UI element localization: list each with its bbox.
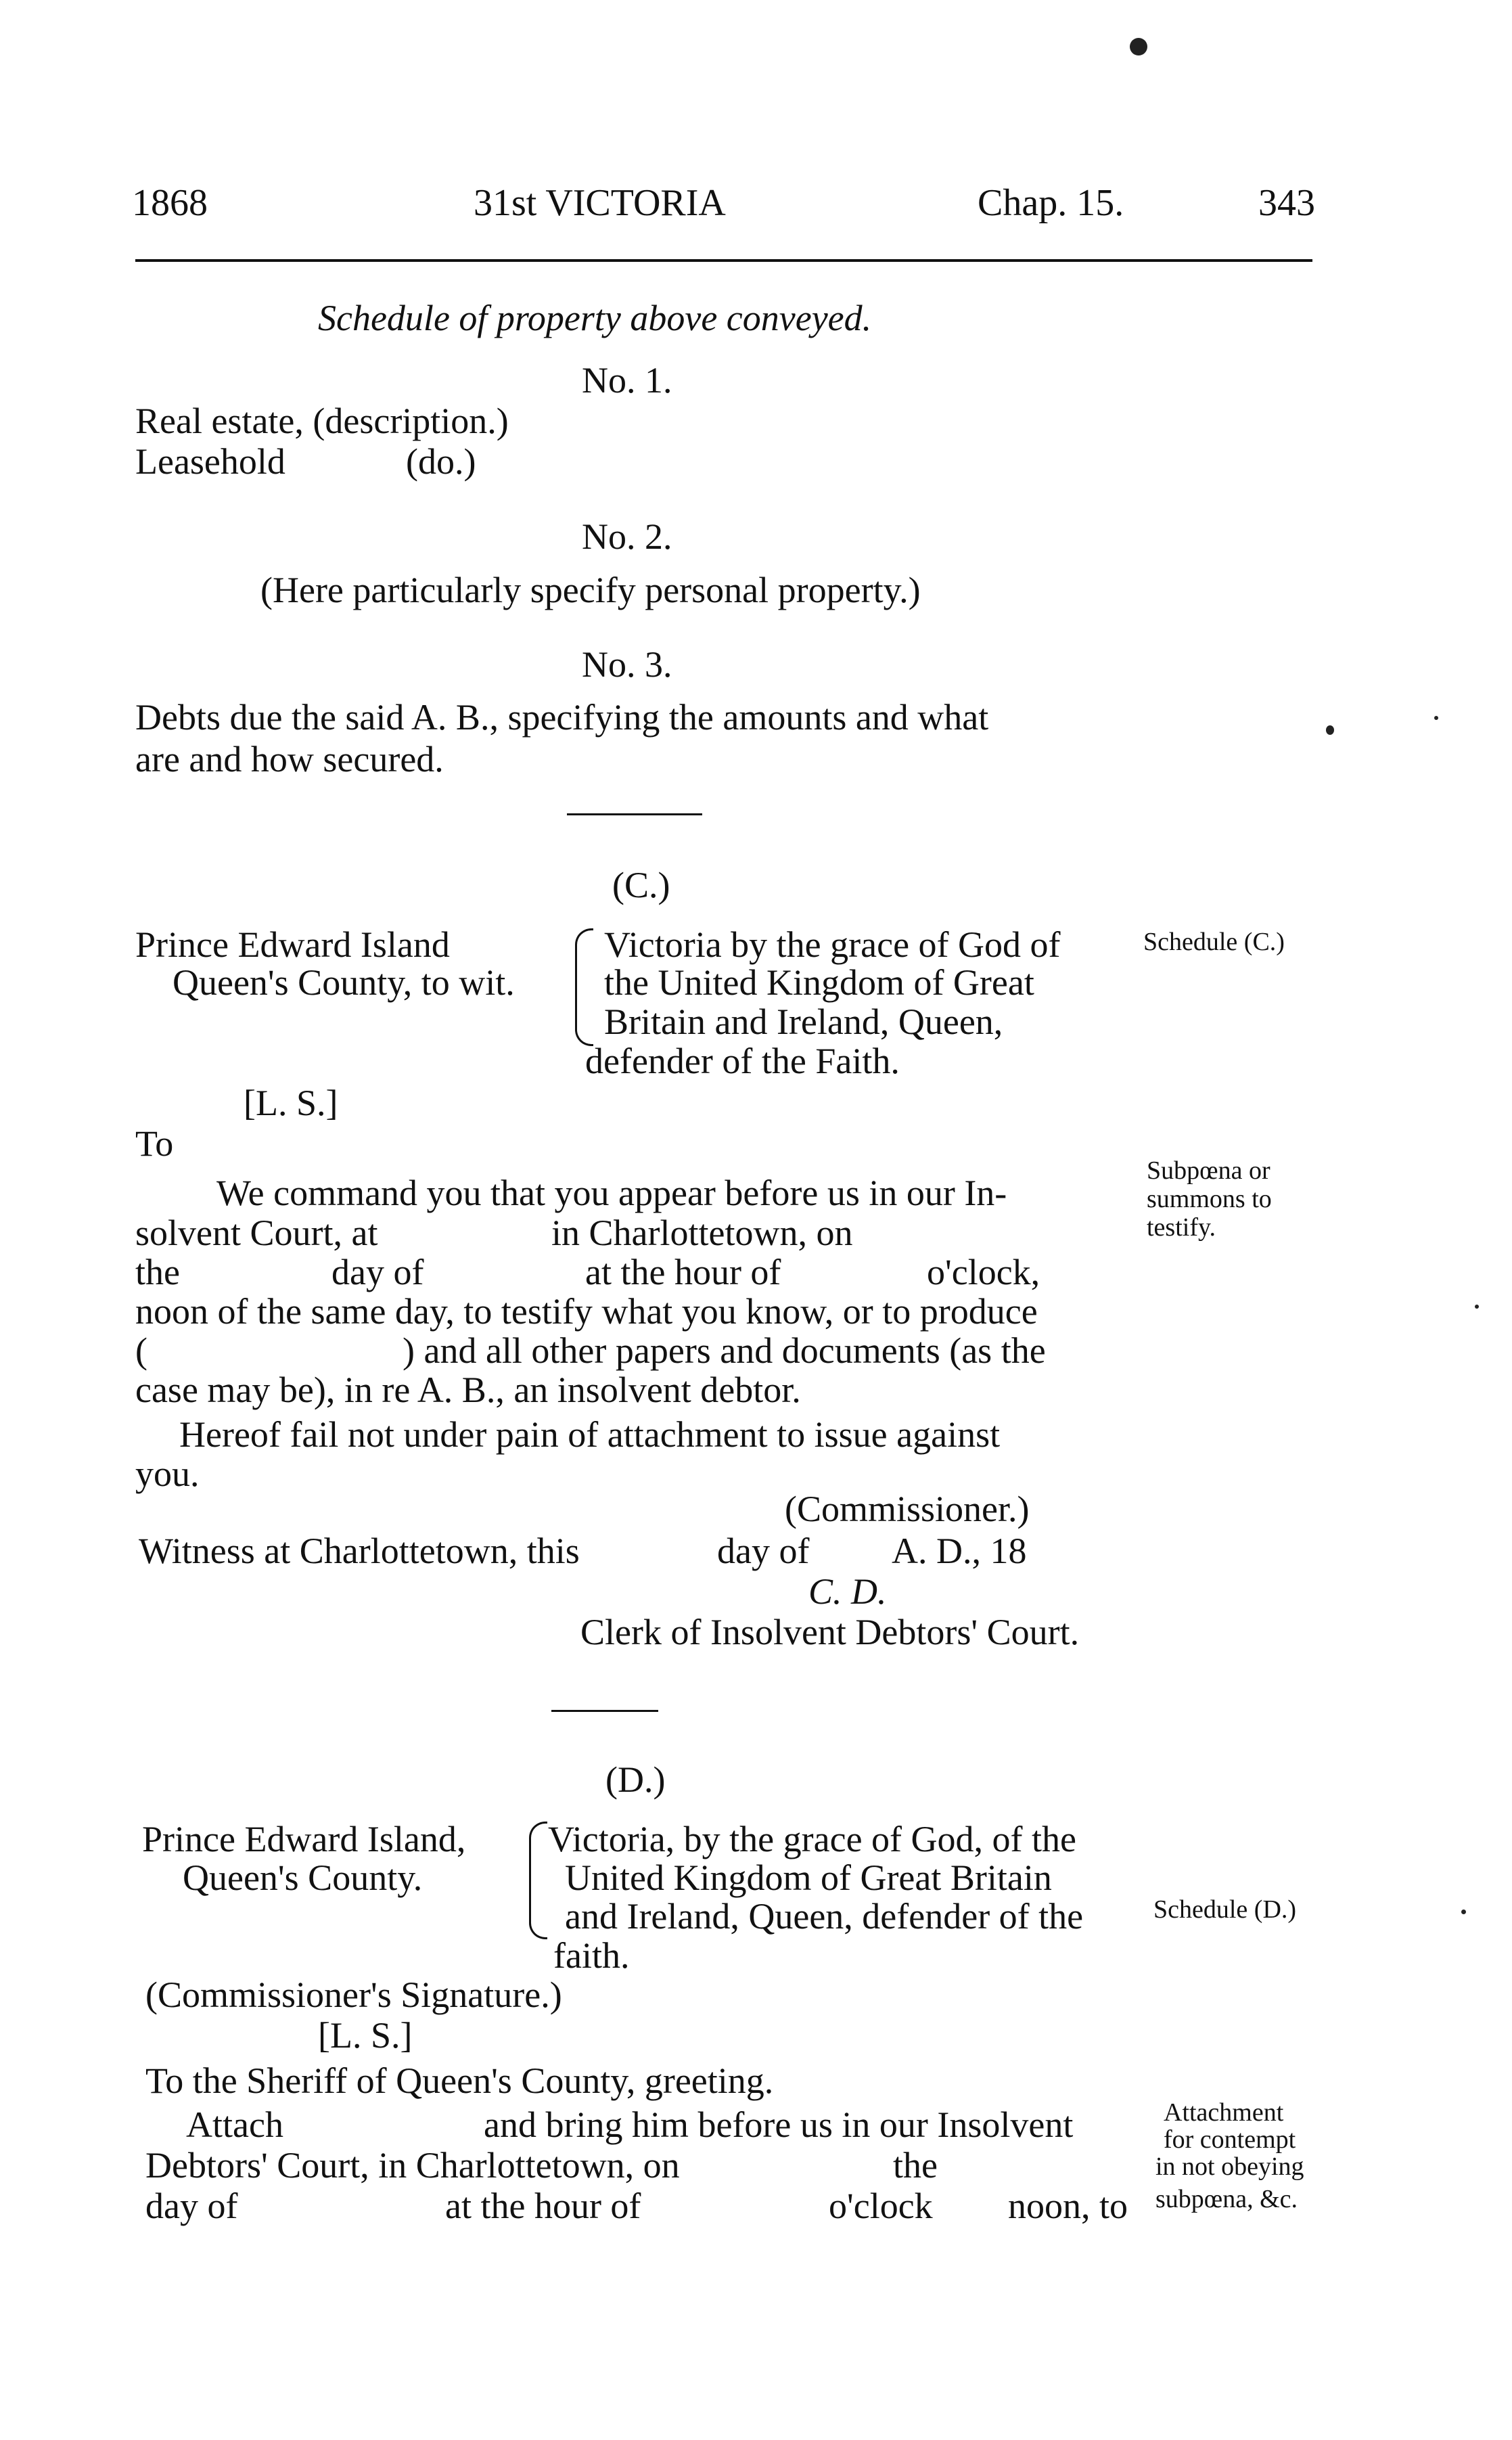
schedule-c-heading: (C.) <box>612 865 670 905</box>
schedule-d-debtors-court: Debtors' Court, in Charlottetown, on <box>145 2145 680 2186</box>
schedule-c-body-the: the <box>135 1252 180 1292</box>
schedule-c-body-oclock: o'clock, <box>927 1252 1040 1292</box>
schedule-c-witness-ad: A. D., 18 <box>892 1531 1027 1571</box>
scan-speck <box>1434 716 1438 720</box>
debts-line-1: Debts due the said A. B., specifying the amounts and what <box>135 697 989 738</box>
real-estate-line: Real estate, (description.) <box>135 401 509 441</box>
margin-note-schedule-d: Schedule (D.) <box>1153 1895 1297 1924</box>
scan-speck <box>1130 38 1147 55</box>
scan-speck <box>1475 1305 1479 1309</box>
schedule-d-seal: [L. S.] <box>318 2015 413 2056</box>
schedule-c-body-line-4: noon of the same day, to testify what you know, or to produce <box>135 1291 1038 1332</box>
schedule-d-place-line-1: Prince Edward Island, <box>142 1819 466 1859</box>
schedule-c-place-line-1: Prince Edward Island <box>135 924 450 965</box>
schedule-c-body-court-at: solvent Court, at <box>135 1213 378 1253</box>
scan-speck <box>1326 725 1334 735</box>
schedule-d-brace <box>529 1822 547 1939</box>
schedule-c-clerk: Clerk of Insolvent Debtors' Court. <box>580 1612 1080 1652</box>
schedule-c-place-line-2: Queen's County, to wit. <box>173 962 515 1003</box>
schedule-c-brace <box>575 928 593 1046</box>
schedule-no3: No. 3. <box>582 644 672 685</box>
schedule-d-attach: Attach <box>186 2104 283 2145</box>
schedule-c-body-day-of: day of <box>331 1252 424 1292</box>
schedule-c-style-line-3: Britain and Ireland, Queen, <box>604 1001 1003 1042</box>
margin-note-schedule-c: Schedule (C.) <box>1143 928 1285 956</box>
schedule-no1: No. 1. <box>582 360 672 401</box>
margin-note-subpoena-3: testify. <box>1147 1213 1216 1242</box>
schedule-d-greeting: To the Sheriff of Queen's County, greeting. <box>145 2060 774 2101</box>
schedule-c-witness: Witness at Charlottetown, this <box>139 1531 580 1571</box>
header-page-number: 343 <box>1258 182 1315 224</box>
schedule-c-seal: [L. S.] <box>244 1083 338 1123</box>
schedule-d-bring: and bring him before us in our Insolvent <box>484 2104 1074 2145</box>
margin-note-attachment-1: Attachment <box>1164 2098 1284 2127</box>
schedule-d-style-line-4: faith. <box>553 1935 630 1976</box>
schedule-d-hour: at the hour of <box>445 2186 641 2226</box>
header-year: 1868 <box>132 182 208 224</box>
schedule-no2: No. 2. <box>582 516 672 557</box>
schedule-d-signature: (Commissioner's Signature.) <box>145 1974 562 2015</box>
header-rule <box>135 259 1312 262</box>
section-divider-d <box>551 1710 658 1712</box>
schedule-d-the: the <box>893 2145 938 2186</box>
personal-property-line: (Here particularly specify personal property.) <box>260 570 921 610</box>
schedule-c-style-line-4: defender of the Faith. <box>585 1041 900 1081</box>
scan-speck <box>1461 1910 1466 1914</box>
margin-note-attachment-2: for contempt <box>1164 2125 1296 2154</box>
schedule-c-body-hour: at the hour of <box>585 1252 781 1292</box>
schedule-property-title: Schedule of property above conveyed. <box>318 298 872 338</box>
margin-note-subpoena-1: Subpœna or <box>1147 1156 1270 1185</box>
margin-note-attachment-4: subpœna, &c. <box>1155 2185 1298 2213</box>
schedule-c-commissioner: (Commissioner.) <box>785 1489 1030 1529</box>
leasehold-label: Leasehold <box>135 441 285 482</box>
schedule-c-body-line-1: We command you that you appear before us in our In- <box>216 1173 1007 1213</box>
schedule-d-style-line-1: Victoria, by the grace of God, of the <box>548 1819 1076 1859</box>
schedule-c-witness-day-of: day of <box>717 1531 810 1571</box>
header-chapter: Chap. 15. <box>978 182 1124 224</box>
schedule-d-style-line-2: United Kingdom of Great Britain <box>565 1857 1052 1898</box>
schedule-c-body-charlottetown: in Charlottetown, on <box>551 1213 853 1253</box>
debts-line-2: are and how secured. <box>135 739 444 780</box>
schedule-c-body-paren-open: ( <box>135 1330 147 1371</box>
leasehold-ditto: (do.) <box>406 441 476 482</box>
schedule-d-style-line-3: and Ireland, Queen, defender of the <box>565 1896 1084 1937</box>
schedule-c-cd: C. D. <box>808 1571 887 1612</box>
schedule-c-body-line-6: case may be), in re A. B., an insolvent debtor. <box>135 1370 801 1410</box>
schedule-c-hereof-line-1: Hereof fail not under pain of attachment to issue against <box>179 1414 1001 1455</box>
margin-note-subpoena-2: summons to <box>1147 1185 1272 1213</box>
schedule-d-day-of: day of <box>145 2186 238 2226</box>
schedule-c-style-line-1: Victoria by the grace of God of <box>604 924 1061 965</box>
header-reign: 31st VICTORIA <box>474 182 726 224</box>
section-divider-c <box>567 813 702 815</box>
schedule-d-place-line-2: Queen's County. <box>183 1857 423 1898</box>
schedule-c-to: To <box>135 1123 174 1164</box>
schedule-d-oclock: o'clock <box>829 2186 933 2226</box>
schedule-d-noon: noon, to <box>1008 2186 1128 2226</box>
schedule-c-style-line-2: the United Kingdom of Great <box>604 962 1034 1003</box>
margin-note-attachment-3: in not obeying <box>1155 2152 1304 2181</box>
schedule-c-hereof-line-2: you. <box>135 1453 200 1494</box>
schedule-d-heading: (D.) <box>605 1759 666 1800</box>
schedule-c-body-papers: ) and all other papers and documents (as the <box>403 1330 1046 1371</box>
